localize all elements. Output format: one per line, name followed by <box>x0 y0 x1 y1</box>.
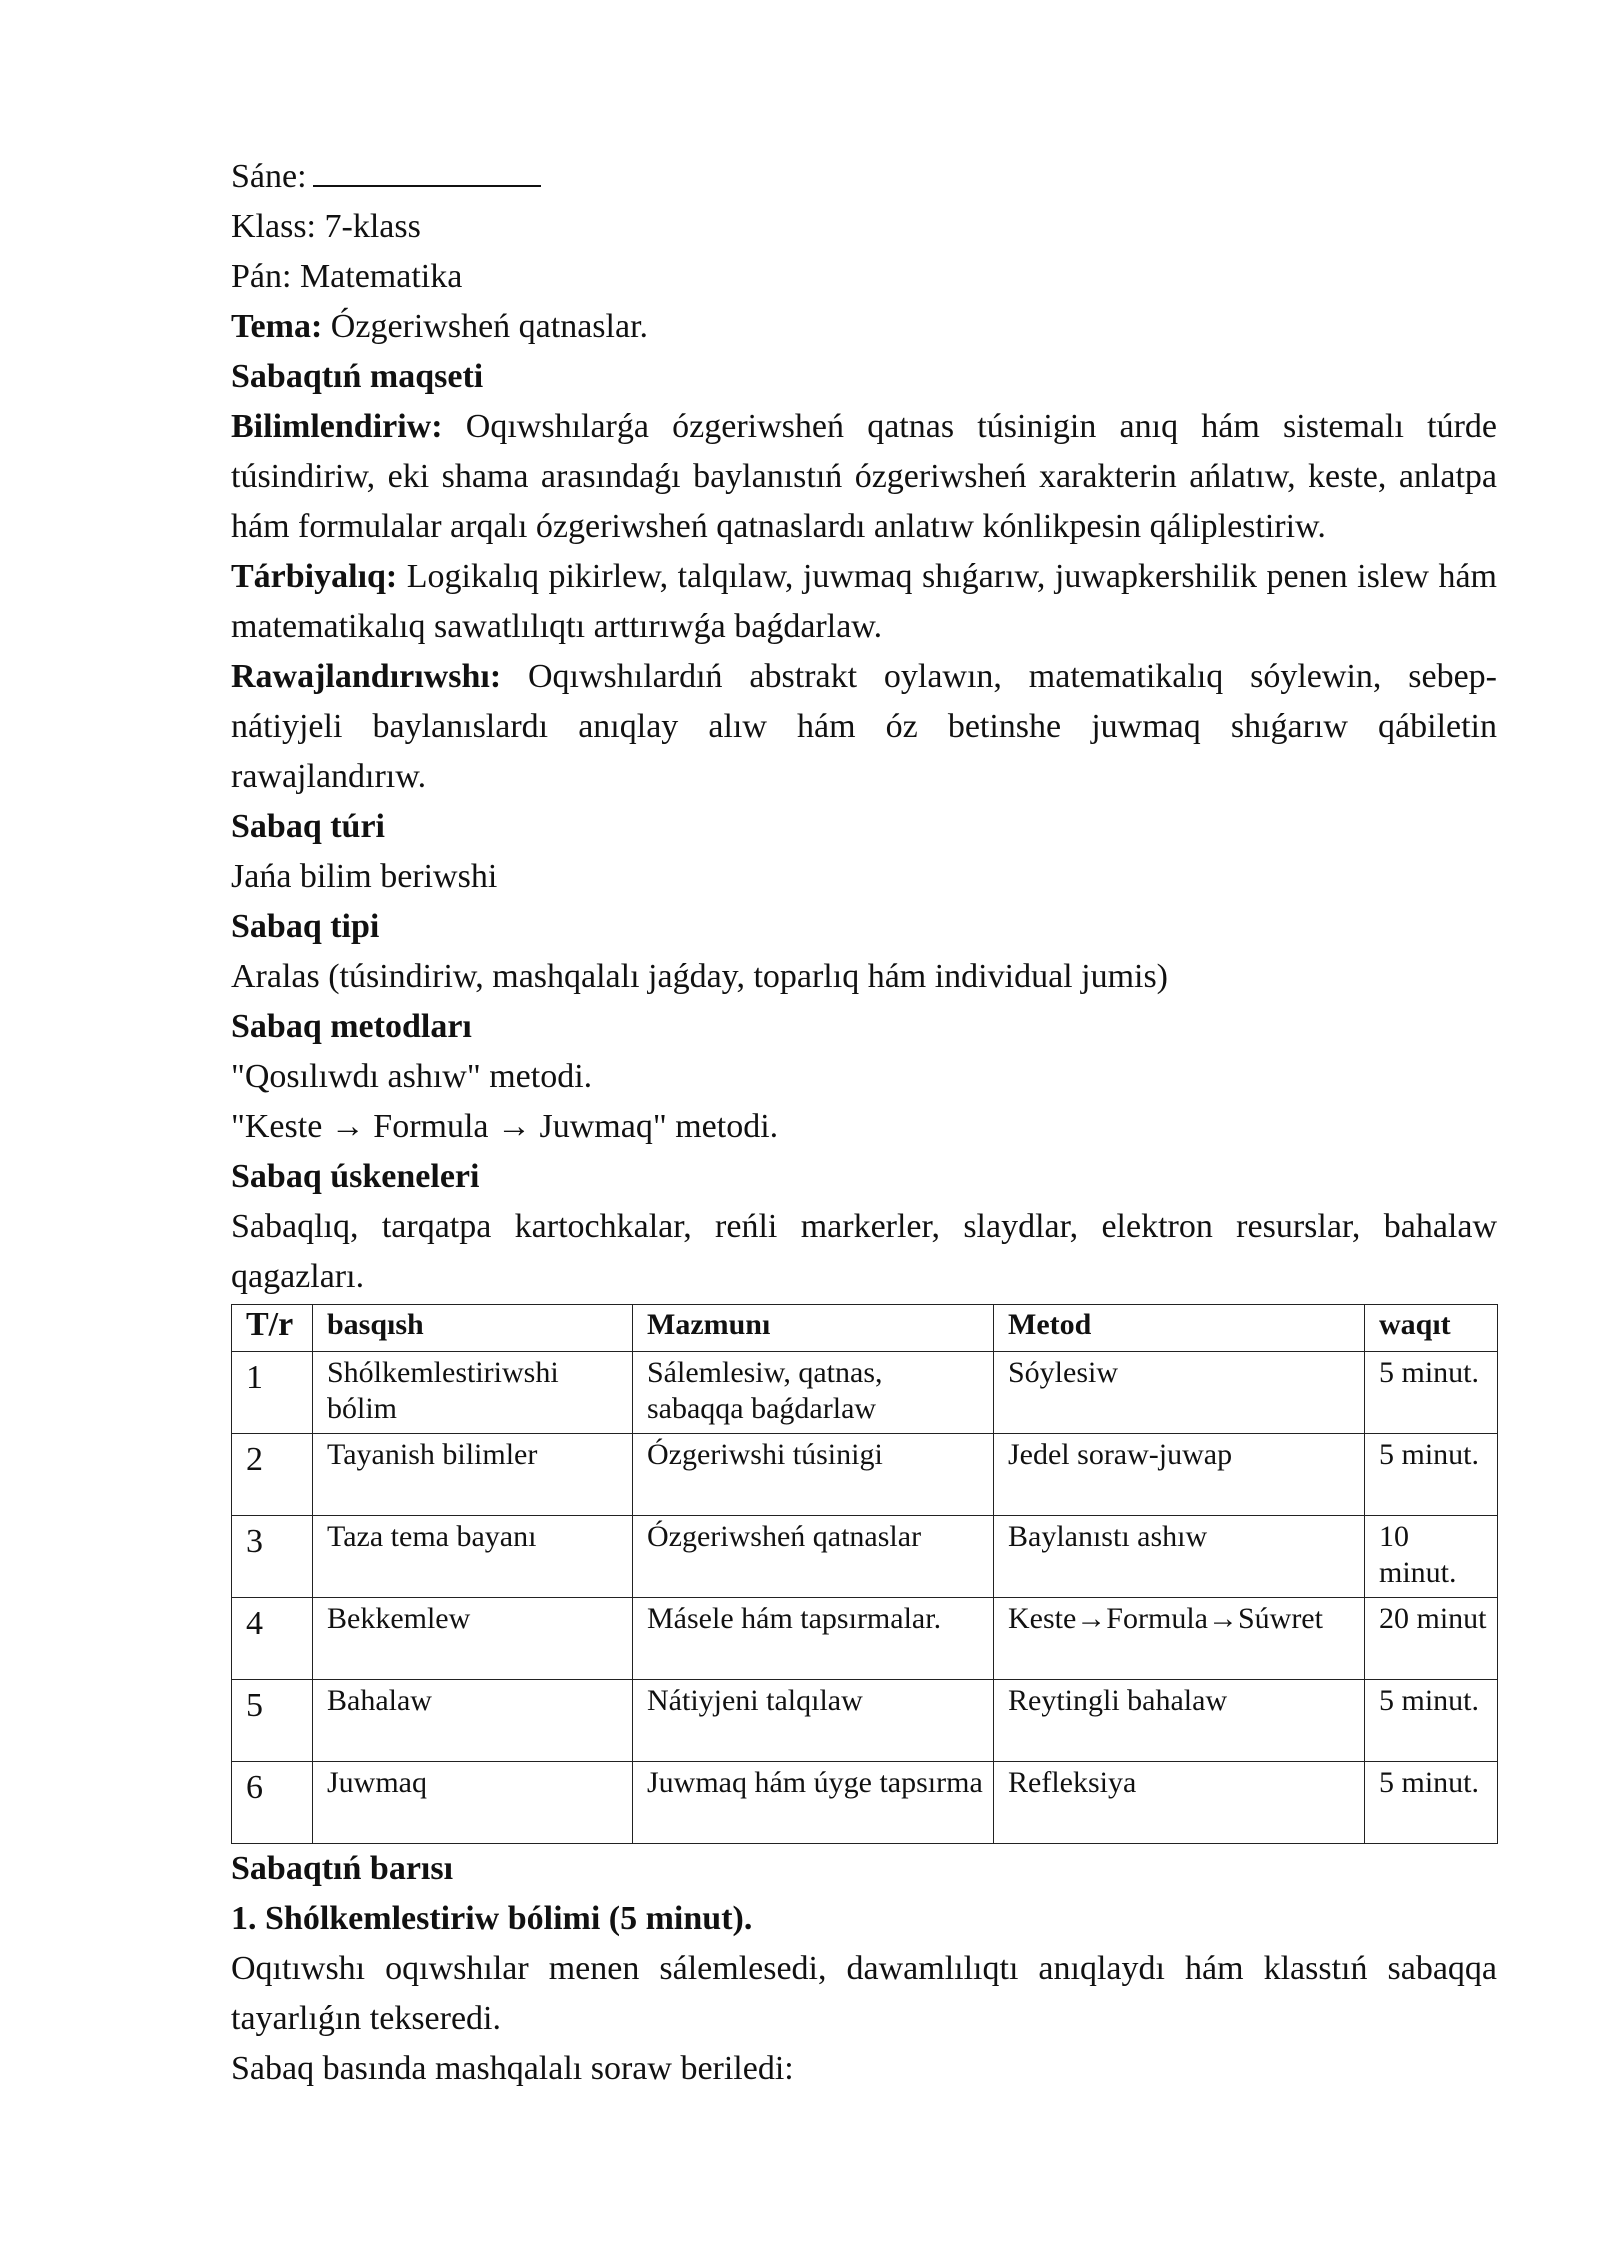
course-paragraph: Oqıtıwshı oqıwshılar menen sálemlesedi, dawamlılıqtı anıqlaydı hám klasstıń sabaqqa tayarlıǵın tekseredi. <box>231 1950 1497 2037</box>
cell-time: 5 minut. <box>1365 1434 1498 1516</box>
cell-number: 4 <box>232 1598 313 1680</box>
date-line <box>231 152 1497 202</box>
topic-value: Ózgeriwsheń qatnaslar. <box>322 308 649 345</box>
goal-upbringing <box>231 552 1497 652</box>
col-header-stage: basqısh <box>313 1305 633 1352</box>
section-title: 1. Shólkemlestiriw bólimi (5 minut). <box>231 1900 753 1937</box>
equipment-text: Sabaqlıq, tarqatpa kartochkalar, reńli markerler, slaydlar, elektron resurslar, bahalaw qagazları. <box>231 1208 1497 1295</box>
table-row <box>232 1680 1498 1762</box>
cell-method: Baylanıstı ashıw <box>994 1516 1365 1598</box>
cell-stage: Bekkemlew <box>313 1598 633 1680</box>
lesson-type-heading: Sabaq tipi <box>231 908 380 945</box>
goal-educational-label: Bilimlendiriw: <box>231 408 443 445</box>
cell-time: 5 minut. <box>1365 1680 1498 1762</box>
table-row <box>232 1516 1498 1598</box>
table-row <box>232 1762 1498 1844</box>
cell-number: 1 <box>232 1352 313 1434</box>
table-row <box>232 1434 1498 1516</box>
goals-heading: Sabaqtıń maqseti <box>231 358 484 395</box>
lesson-kind-text: Jańa bilim beriwshi <box>231 858 498 895</box>
cell-number: 3 <box>232 1516 313 1598</box>
table-header-row <box>232 1305 1498 1352</box>
col-header-method: Metod <box>994 1305 1365 1352</box>
goal-developmental-label: Rawajlandırıwshı: <box>231 658 502 695</box>
cell-content: Ózgeriwsheń qatnaslar <box>633 1516 994 1598</box>
cell-time: 20 minut <box>1365 1598 1498 1680</box>
cell-number: 6 <box>232 1762 313 1844</box>
cell-stage: Shólkemlestiriwshi bólim <box>313 1352 633 1434</box>
lesson-type-text: Aralas (túsindiriw, mashqalalı jaǵday, toparlıq hám individual jumis) <box>231 958 1169 995</box>
goal-educational-text: Oqıwshılarǵa ózgeriwsheń qatnas túsinigin anıq hám sistemalı túrde túsindiriw, eki shama arasındaǵı baylanıstıń ózgeriwsheń xarakterin ańlatıw, keste, anlatpa hám formulalar arqalı ózgeriwsheń qatnaslardı anlatıw kónlikpesin qáliplestiriw. <box>231 408 1497 545</box>
goal-educational <box>231 402 1497 552</box>
goal-developmental-text: Oqıwshılardıń abstrakt oylawın, matematikalıq sóylewin, sebep-nátiyjeli baylanıslardı anıqlay alıw hám óz betinshe juwmaq shıǵarıw qábiletin rawajlandırıw. <box>231 658 1497 795</box>
cell-time: 5 minut. <box>1365 1352 1498 1434</box>
goal-developmental <box>231 652 1497 802</box>
equipment-heading: Sabaq úskeneleri <box>231 1158 480 1195</box>
subject-line: Pán: Matematika <box>231 258 463 295</box>
cell-content: Nátiyjeni talqılaw <box>633 1680 994 1762</box>
table-row <box>232 1352 1498 1434</box>
col-header-time: waqıt <box>1365 1305 1498 1352</box>
methods-heading: Sabaq metodları <box>231 1008 472 1045</box>
cell-method: Sóylesiw <box>994 1352 1365 1434</box>
topic-label: Tema: <box>231 308 323 345</box>
course-heading: Sabaqtıń barısı <box>231 1850 454 1887</box>
table-row <box>232 1598 1498 1680</box>
cell-method: Reytingli bahalaw <box>994 1680 1365 1762</box>
cell-method: Refleksiya <box>994 1762 1365 1844</box>
cell-method: Jedel soraw-juwap <box>994 1434 1365 1516</box>
topic-line <box>231 302 1497 352</box>
cell-time: 5 minut. <box>1365 1762 1498 1844</box>
cell-content: Sálemlesiw, qatnas, sabaqqa baǵdarlaw <box>633 1352 994 1434</box>
cell-stage: Juwmaq <box>313 1762 633 1844</box>
date-blank <box>313 153 541 187</box>
cell-stage: Bahalaw <box>313 1680 633 1762</box>
goal-upbringing-text: Logikalıq pikirlew, talqılaw, juwmaq shıǵarıw, juwapkershilik penen islew hám matematikalıq sawatlılıqtı arttırıwǵa baǵdarlaw. <box>231 558 1497 645</box>
cell-time: 10 minut. <box>1365 1516 1498 1598</box>
method-item: "Qosılıwdı ashıw" metodi. <box>231 1058 593 1095</box>
date-label: Sáne: <box>231 158 307 195</box>
method-item: "Keste → Formula → Juwmaq" metodi. <box>231 1108 779 1145</box>
col-header-number: T/r <box>232 1305 313 1352</box>
cell-content: Juwmaq hám úyge tapsırma <box>633 1762 994 1844</box>
cell-stage: Tayanish bilimler <box>313 1434 633 1516</box>
lesson-plan-table <box>231 1304 1498 1844</box>
col-header-content: Mazmunı <box>633 1305 994 1352</box>
goal-upbringing-label: Tárbiyalıq: <box>231 558 398 595</box>
cell-number: 5 <box>232 1680 313 1762</box>
document-page <box>231 152 1497 2094</box>
cell-number: 2 <box>232 1434 313 1516</box>
cell-method: Keste→Formula→Súwret <box>994 1598 1365 1680</box>
class-line: Klass: 7-klass <box>231 208 421 245</box>
cell-content: Ózgeriwshi túsinigi <box>633 1434 994 1516</box>
course-last-line: Sabaq basında mashqalalı soraw beriledi: <box>231 2050 794 2087</box>
lesson-kind-heading: Sabaq túri <box>231 808 385 845</box>
cell-stage: Taza tema bayanı <box>313 1516 633 1598</box>
cell-content: Másele hám tapsırmalar. <box>633 1598 994 1680</box>
